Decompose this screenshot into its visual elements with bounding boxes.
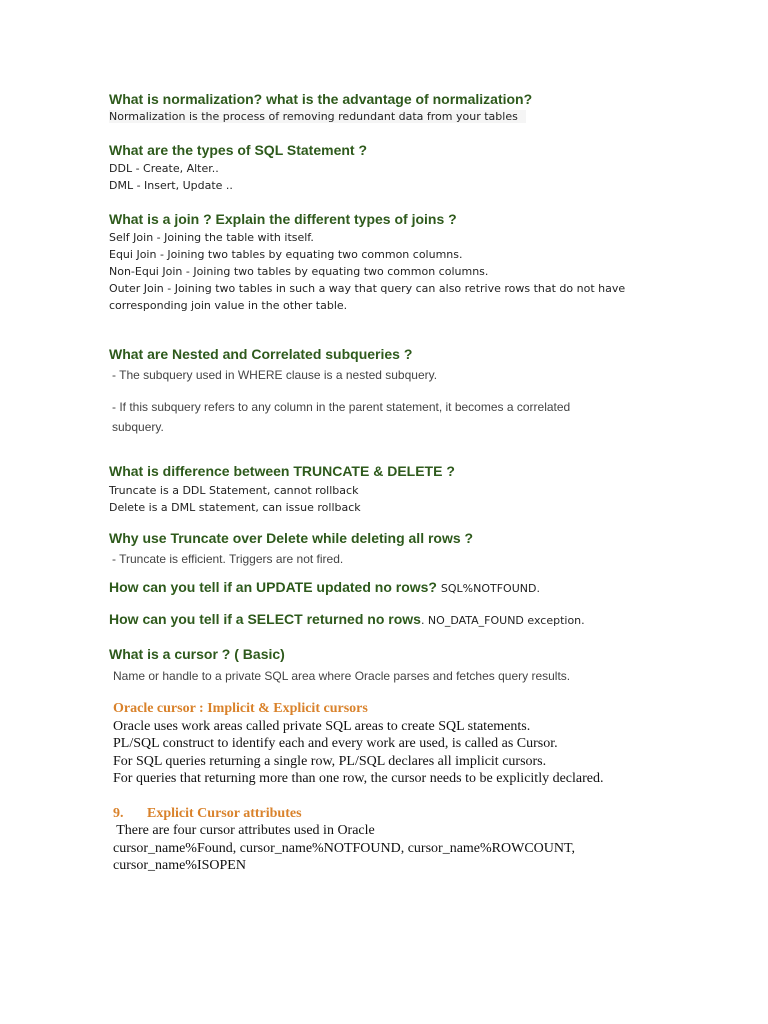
inline-answer: . NO_DATA_FOUND exception. [420, 614, 585, 627]
question-heading: What is a cursor ? ( Basic) [109, 646, 285, 662]
section-line: There are four cursor attributes used in Oracle [113, 823, 375, 838]
section-line: cursor_name%ISOPEN [113, 858, 246, 873]
answer-line: Delete is a DML statement, can issue rollback [109, 501, 361, 514]
question-heading: What are Nested and Correlated subqueries ? [109, 346, 413, 362]
answer-line: - Truncate is efficient. Triggers are not fired. [112, 552, 344, 566]
question-heading [109, 611, 585, 627]
question-heading: What is normalization? what is the advantage of normalization? [109, 91, 533, 107]
answer-line: Equi Join - Joining two tables by equating two common columns. [109, 248, 463, 261]
answer-line: Name or handle to a private SQL area where Oracle parses and fetches query results. [113, 669, 571, 683]
section-line: For SQL queries returning a single row, PL/SQL declares all implicit cursors. [113, 754, 547, 769]
question-text: How can you tell if an UPDATE updated no rows? [109, 579, 437, 595]
section-number: 9. [113, 806, 124, 821]
answer-line: corresponding join value in the other table. [109, 299, 348, 312]
answer-line: DDL - Create, Alter.. [109, 162, 219, 175]
answer-line: Outer Join - Joining two tables in such a way that query can also retrive rows that do not have [109, 282, 626, 295]
answer-line: subquery. [112, 420, 164, 434]
question-heading [109, 579, 540, 595]
section-line: PL/SQL construct to identify each and every work are used, is called as Cursor. [113, 736, 558, 751]
answer-line: Normalization is the process of removing redundant data from your tables [109, 110, 526, 123]
section-heading [113, 806, 302, 822]
answer-line: Self Join - Joining the table with itself. [109, 231, 314, 244]
question-heading: What is difference between TRUNCATE & DELETE ? [109, 463, 455, 479]
question-heading: What are the types of SQL Statement ? [109, 142, 368, 158]
answer-line: - If this subquery refers to any column in the parent statement, it becomes a correlated [112, 400, 571, 414]
question-heading: What is a join ? Explain the different types of joins ? [109, 211, 457, 227]
answer-line: DML - Insert, Update .. [109, 179, 233, 192]
section-heading: Oracle cursor : Implicit & Explicit cursors [113, 701, 368, 716]
question-heading: Why use Truncate over Delete while deleting all rows ? [109, 530, 474, 546]
section-line: Oracle uses work areas called private SQL areas to create SQL statements. [113, 719, 531, 734]
answer-line: - The subquery used in WHERE clause is a nested subquery. [112, 368, 438, 382]
answer-line: Non-Equi Join - Joining two tables by equating two common columns. [109, 265, 489, 278]
section-title: Explicit Cursor attributes [147, 806, 302, 821]
answer-line: Truncate is a DDL Statement, cannot rollback [109, 484, 359, 497]
inline-answer: SQL%NOTFOUND. [440, 582, 540, 595]
question-text: How can you tell if a SELECT returned no rows [109, 611, 421, 627]
section-line: cursor_name%Found, cursor_name%NOTFOUND, cursor_name%ROWCOUNT, [113, 841, 576, 856]
section-line: For queries that returning more than one row, the cursor needs to be explicitly declared. [113, 771, 604, 786]
